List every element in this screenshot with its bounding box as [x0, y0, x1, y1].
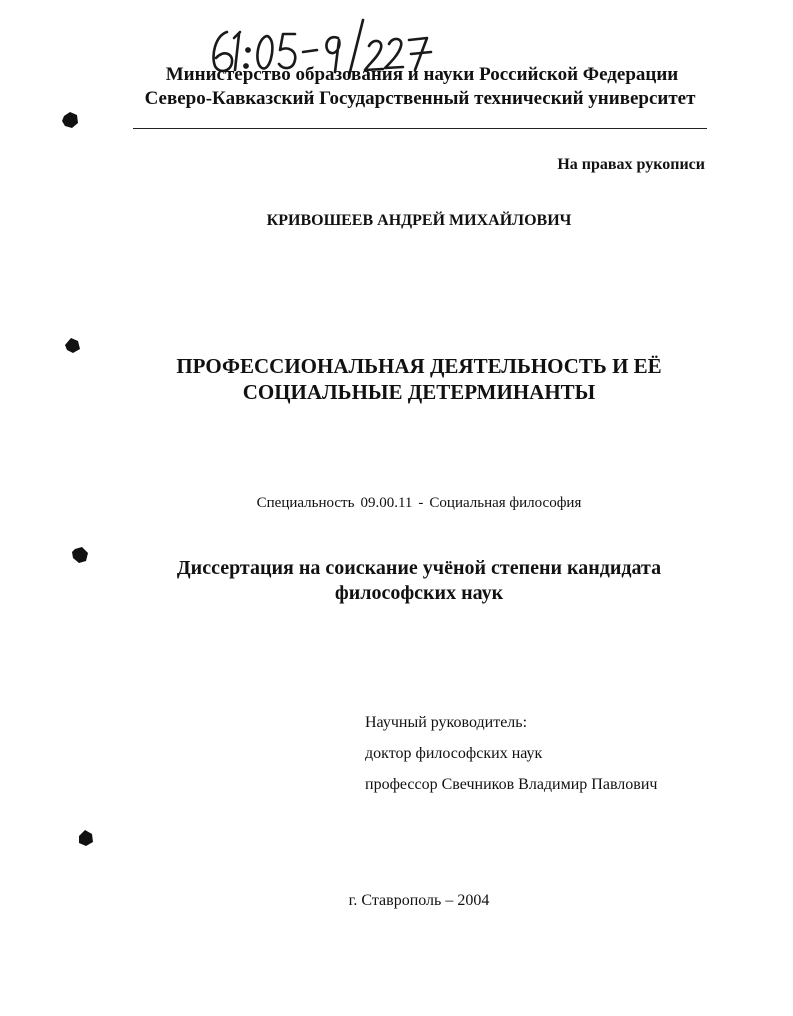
ministry-name: Министерство образования и науки Российской Федерации	[165, 64, 679, 85]
university-name: Северо-Кавказский Государственный технический университет	[144, 88, 696, 109]
advisor-degree: доктор философских наук	[365, 745, 543, 762]
city-year: г. Ставрополь – 2004	[348, 892, 490, 909]
punch-hole-mark	[70, 545, 90, 565]
advisor-label: Научный руководитель:	[365, 714, 528, 731]
specialty-code: 09.00.11	[360, 495, 413, 511]
specialty-name: Социальная философия	[429, 495, 582, 511]
punch-hole-mark	[75, 828, 95, 848]
punch-hole-mark	[62, 335, 82, 355]
degree-line-2: философских наук	[334, 582, 504, 604]
degree-line-1: Диссертация на соискание учёной степени кандидата	[176, 557, 662, 579]
specialty-line	[0, 495, 793, 512]
dissertation-title-line-2: СОЦИАЛЬНЫЕ ДЕТЕРМИНАНТЫ	[242, 380, 596, 404]
specialty-label: Специальность	[256, 495, 355, 511]
dissertation-title-line-1: ПРОФЕССИОНАЛЬНАЯ ДЕЯТЕЛЬНОСТЬ И ЕЁ	[176, 354, 662, 378]
header-divider	[133, 128, 707, 129]
manuscript-note: На правах рукописи	[557, 156, 705, 173]
punch-hole-mark	[60, 110, 80, 130]
author-name: КРИВОШЕЕВ АНДРЕЙ МИХАЙЛОВИЧ	[266, 212, 572, 229]
advisor-name: профессор Свечников Владимир Павлович	[365, 776, 658, 793]
specialty-dash: -	[418, 495, 424, 511]
